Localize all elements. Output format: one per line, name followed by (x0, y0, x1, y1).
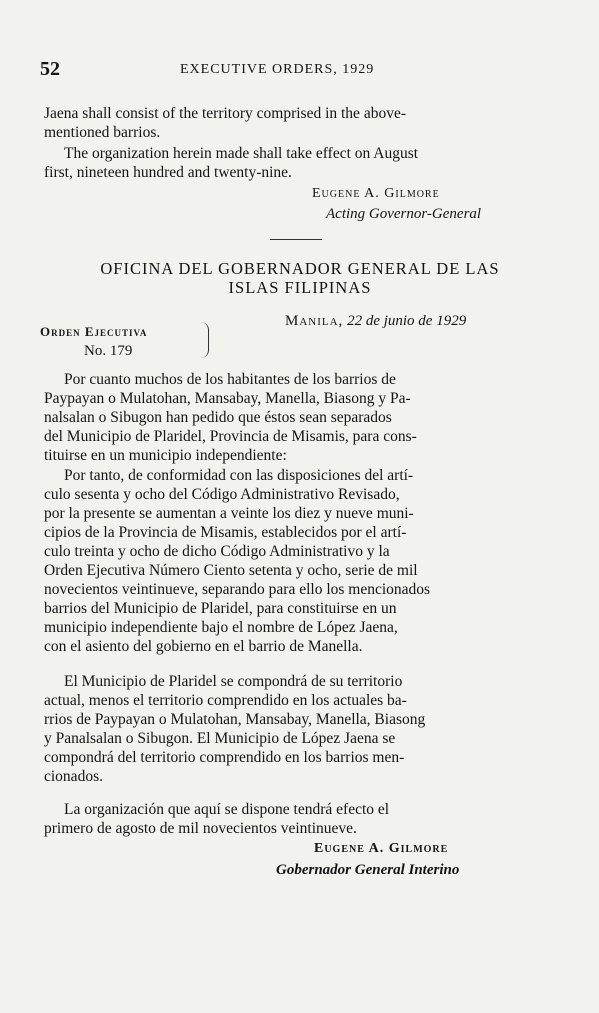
page-number: 52 (40, 58, 60, 80)
section-title-line-1: OFICINA DEL GOBERNADOR GENERAL DE LAS (100, 259, 500, 278)
text-line: del Municipio de Plaridel, Provincia de Misamis, para cons- (44, 428, 417, 445)
place: Manila, (285, 313, 344, 329)
text-line: cionados. (44, 768, 103, 785)
text-line: cipios de la Provincia de Misamis, establecidos por el artí- (44, 524, 407, 541)
text-line: culo sesenta y ocho del Código Administrativo Revisado, (44, 486, 400, 503)
page-header (40, 58, 560, 82)
spanish-signature-title: Gobernador General Interino (276, 862, 460, 878)
text-line: Por cuanto muchos de los habitantes de los barrios de (64, 371, 396, 388)
english-effect-paragraph (44, 144, 560, 182)
text-line: compondrá del territorio comprendido en los barrios men- (44, 749, 405, 766)
text-line: mentioned barrios. (44, 124, 161, 141)
text-line: tituirse en un municipio independiente: (44, 447, 287, 464)
text-line: El Municipio de Plaridel se compondrá de su territorio (64, 673, 403, 690)
spanish-signature-name: Eugene A. Gilmore (314, 841, 449, 856)
order-number: No. 179 (84, 343, 133, 359)
running-title: EXECUTIVE ORDERS, 1929 (180, 62, 375, 77)
spanish-paragraph-2 (44, 466, 560, 656)
text-line: La organización que aquí se dispone tendrá efecto el (64, 801, 390, 818)
text-line: The organization herein made shall take effect on August (64, 145, 419, 162)
brace-mark (198, 322, 209, 358)
english-signature-title: Acting Governor-General (326, 206, 482, 222)
place-date (285, 313, 466, 330)
english-signature-name: Eugene A. Gilmore (312, 186, 440, 201)
order-label: Orden Ejecutiva (40, 324, 148, 339)
text-line: municipio independiente bajo el nombre de López Jaena, (44, 619, 398, 636)
text-line: actual, menos el territorio comprendido en los actuales ba- (44, 692, 407, 709)
text-line: por la presente se aumentan a veinte los diez y nueve muni- (44, 505, 414, 522)
text-line: Orden Ejecutiva Número Ciento setenta y ocho, serie de mil (44, 562, 418, 579)
text-line: first, nineteen hundred and twenty-nine. (44, 164, 292, 181)
text-line: Jaena shall consist of the territory comprised in the above- (44, 105, 406, 122)
text-line: culo treinta y ocho de dicho Código Administrativo y la (44, 543, 390, 560)
text-line: novecientos veintinueve, separando para ello los mencionados (44, 581, 431, 598)
text-line: nalsalan o Sibugon han pedido que éstos sean separados (44, 409, 392, 426)
text-line: Paypayan o Mulatohan, Mansabay, Manella, Biasong y Pa- (44, 390, 411, 407)
spanish-paragraph-3 (44, 672, 560, 786)
spanish-paragraph-4 (44, 800, 560, 838)
text-line: con el asiento del gobierno en el barrio de Manella. (44, 638, 363, 655)
date: 22 de junio de 1929 (347, 313, 467, 329)
spanish-paragraph-1 (44, 370, 560, 465)
english-intro (44, 104, 560, 142)
text-line: primero de agosto de mil novecientos veintinueve. (44, 820, 357, 837)
text-line: Por tanto, de conformidad con las disposiciones del artí- (64, 467, 414, 484)
text-line: y Panalsalan o Sibugon. El Municipio de López Jaena se (44, 730, 396, 747)
section-divider (270, 239, 322, 240)
section-title-line-2: ISLAS FILIPINAS (228, 278, 372, 297)
text-line: barrios del Municipio de Plaridel, para constituirse en un (44, 600, 397, 617)
text-line: rrios de Paypayan o Mulatohan, Mansabay, Manella, Biasong (44, 711, 426, 728)
